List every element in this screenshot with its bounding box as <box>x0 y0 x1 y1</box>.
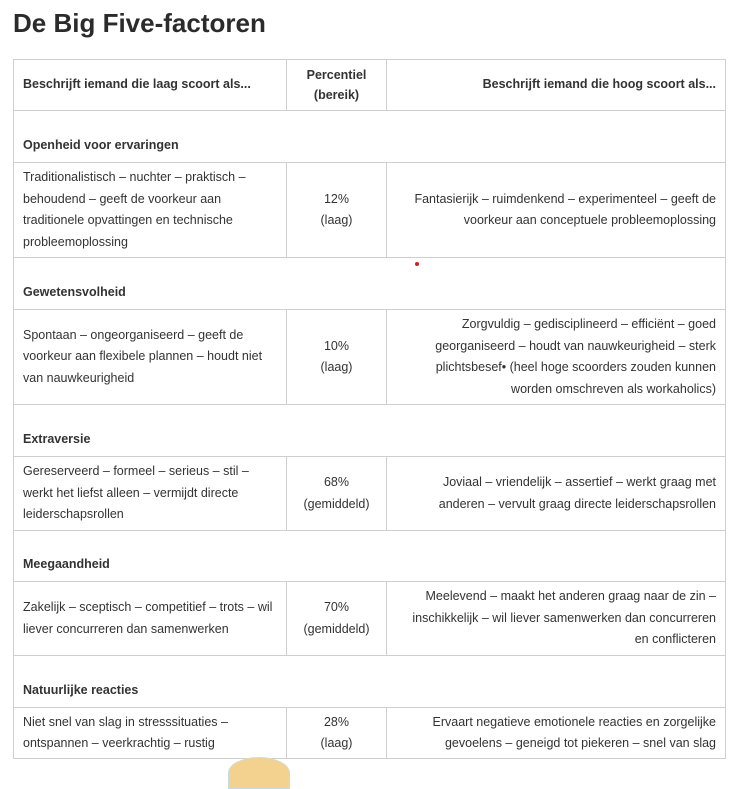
percentile-value: 70% <box>323 600 350 614</box>
factor-name: Meegaandheid <box>14 531 726 582</box>
table-row <box>14 163 726 258</box>
factor-name: Gewetensvolheid <box>14 258 726 310</box>
percentile-value: 28% <box>323 714 350 729</box>
factor-row <box>14 405 726 457</box>
red-dot-marker <box>415 262 419 266</box>
table-row <box>14 457 726 531</box>
high-description: Zorgvuldig – gedisciplineerd – efficiënt – goed georganiseerd – houdt van nauwkeurigheid – sterk plichtsbesef• (heel hoge scoorders zouden kunnen worden omschreven als workaholics) <box>387 310 726 405</box>
high-description: Fantasierijk – ruimdenkend – experimenteel – geeft de voorkeur aan conceptuele probleemoplossing <box>387 163 726 258</box>
percentile-value: 10% <box>323 338 350 353</box>
percentile-range: (gemiddeld) <box>303 621 370 636</box>
high-description: Meelevend – maakt het anderen graag naar de zin – inschikkelijk – wil liever samenwerken dan concurreren en conflicteren <box>387 582 726 656</box>
percentile-range: (laag) <box>320 360 353 374</box>
percentile-cell <box>287 310 387 405</box>
header-percentile-label: Percentiel <box>306 68 367 82</box>
low-description: Gereserveerd – formeel – serieus – stil – werkt het liefst alleen – vermijdt directe leiderschapsrollen <box>14 457 287 531</box>
header-percentile-range: (bereik) <box>313 88 360 102</box>
percentile-range: (laag) <box>320 213 353 227</box>
percentile-cell <box>287 582 387 656</box>
factor-row <box>14 531 726 582</box>
big-five-table <box>13 59 726 759</box>
percentile-cell <box>287 457 387 531</box>
table-row <box>14 310 726 405</box>
percentile-cell <box>287 708 387 759</box>
low-description: Spontaan – ongeorganiseerd – geeft de voorkeur aan flexibele plannen – houdt niet van nauwkeurigheid <box>14 310 287 405</box>
table-header-row <box>14 60 726 111</box>
table-row <box>14 582 726 656</box>
page-title: De Big Five-factoren <box>13 8 266 38</box>
percentile-range: (laag) <box>320 736 353 750</box>
table-row <box>14 708 726 759</box>
factor-row <box>14 111 726 163</box>
low-description: Niet snel van slag in stresssituaties – ontspannen – veerkrachtig – rustig <box>14 708 287 759</box>
factor-name: Openheid voor ervaringen <box>14 111 726 163</box>
high-description: Joviaal – vriendelijk – assertief – werkt graag met anderen – vervult graag directe leiderschapsrollen <box>387 457 726 531</box>
percentile-value: 12% <box>323 191 350 206</box>
factor-name: Extraversie <box>14 405 726 457</box>
header-percentile <box>287 60 387 111</box>
factor-row <box>14 258 726 310</box>
low-description: Traditionalistisch – nuchter – praktisch – behoudend – geeft de voorkeur aan traditionele opvattingen en technische probleemoplossing <box>14 163 287 258</box>
header-high: Beschrijft iemand die hoog scoort als... <box>387 60 726 111</box>
header-low: Beschrijft iemand die laag scoort als... <box>14 60 287 111</box>
percentile-range: (gemiddeld) <box>303 496 370 511</box>
avatar <box>228 757 290 789</box>
low-description: Zakelijk – sceptisch – competitief – trots – wil liever concurreren dan samenwerken <box>14 582 287 656</box>
percentile-value: 68% <box>323 475 350 489</box>
factor-name: Natuurlijke reacties <box>14 656 726 708</box>
percentile-cell <box>287 163 387 258</box>
factor-row <box>14 656 726 708</box>
high-description: Ervaart negatieve emotionele reacties en zorgelijke gevoelens – geneigd tot piekeren – snel van slag <box>387 708 726 759</box>
